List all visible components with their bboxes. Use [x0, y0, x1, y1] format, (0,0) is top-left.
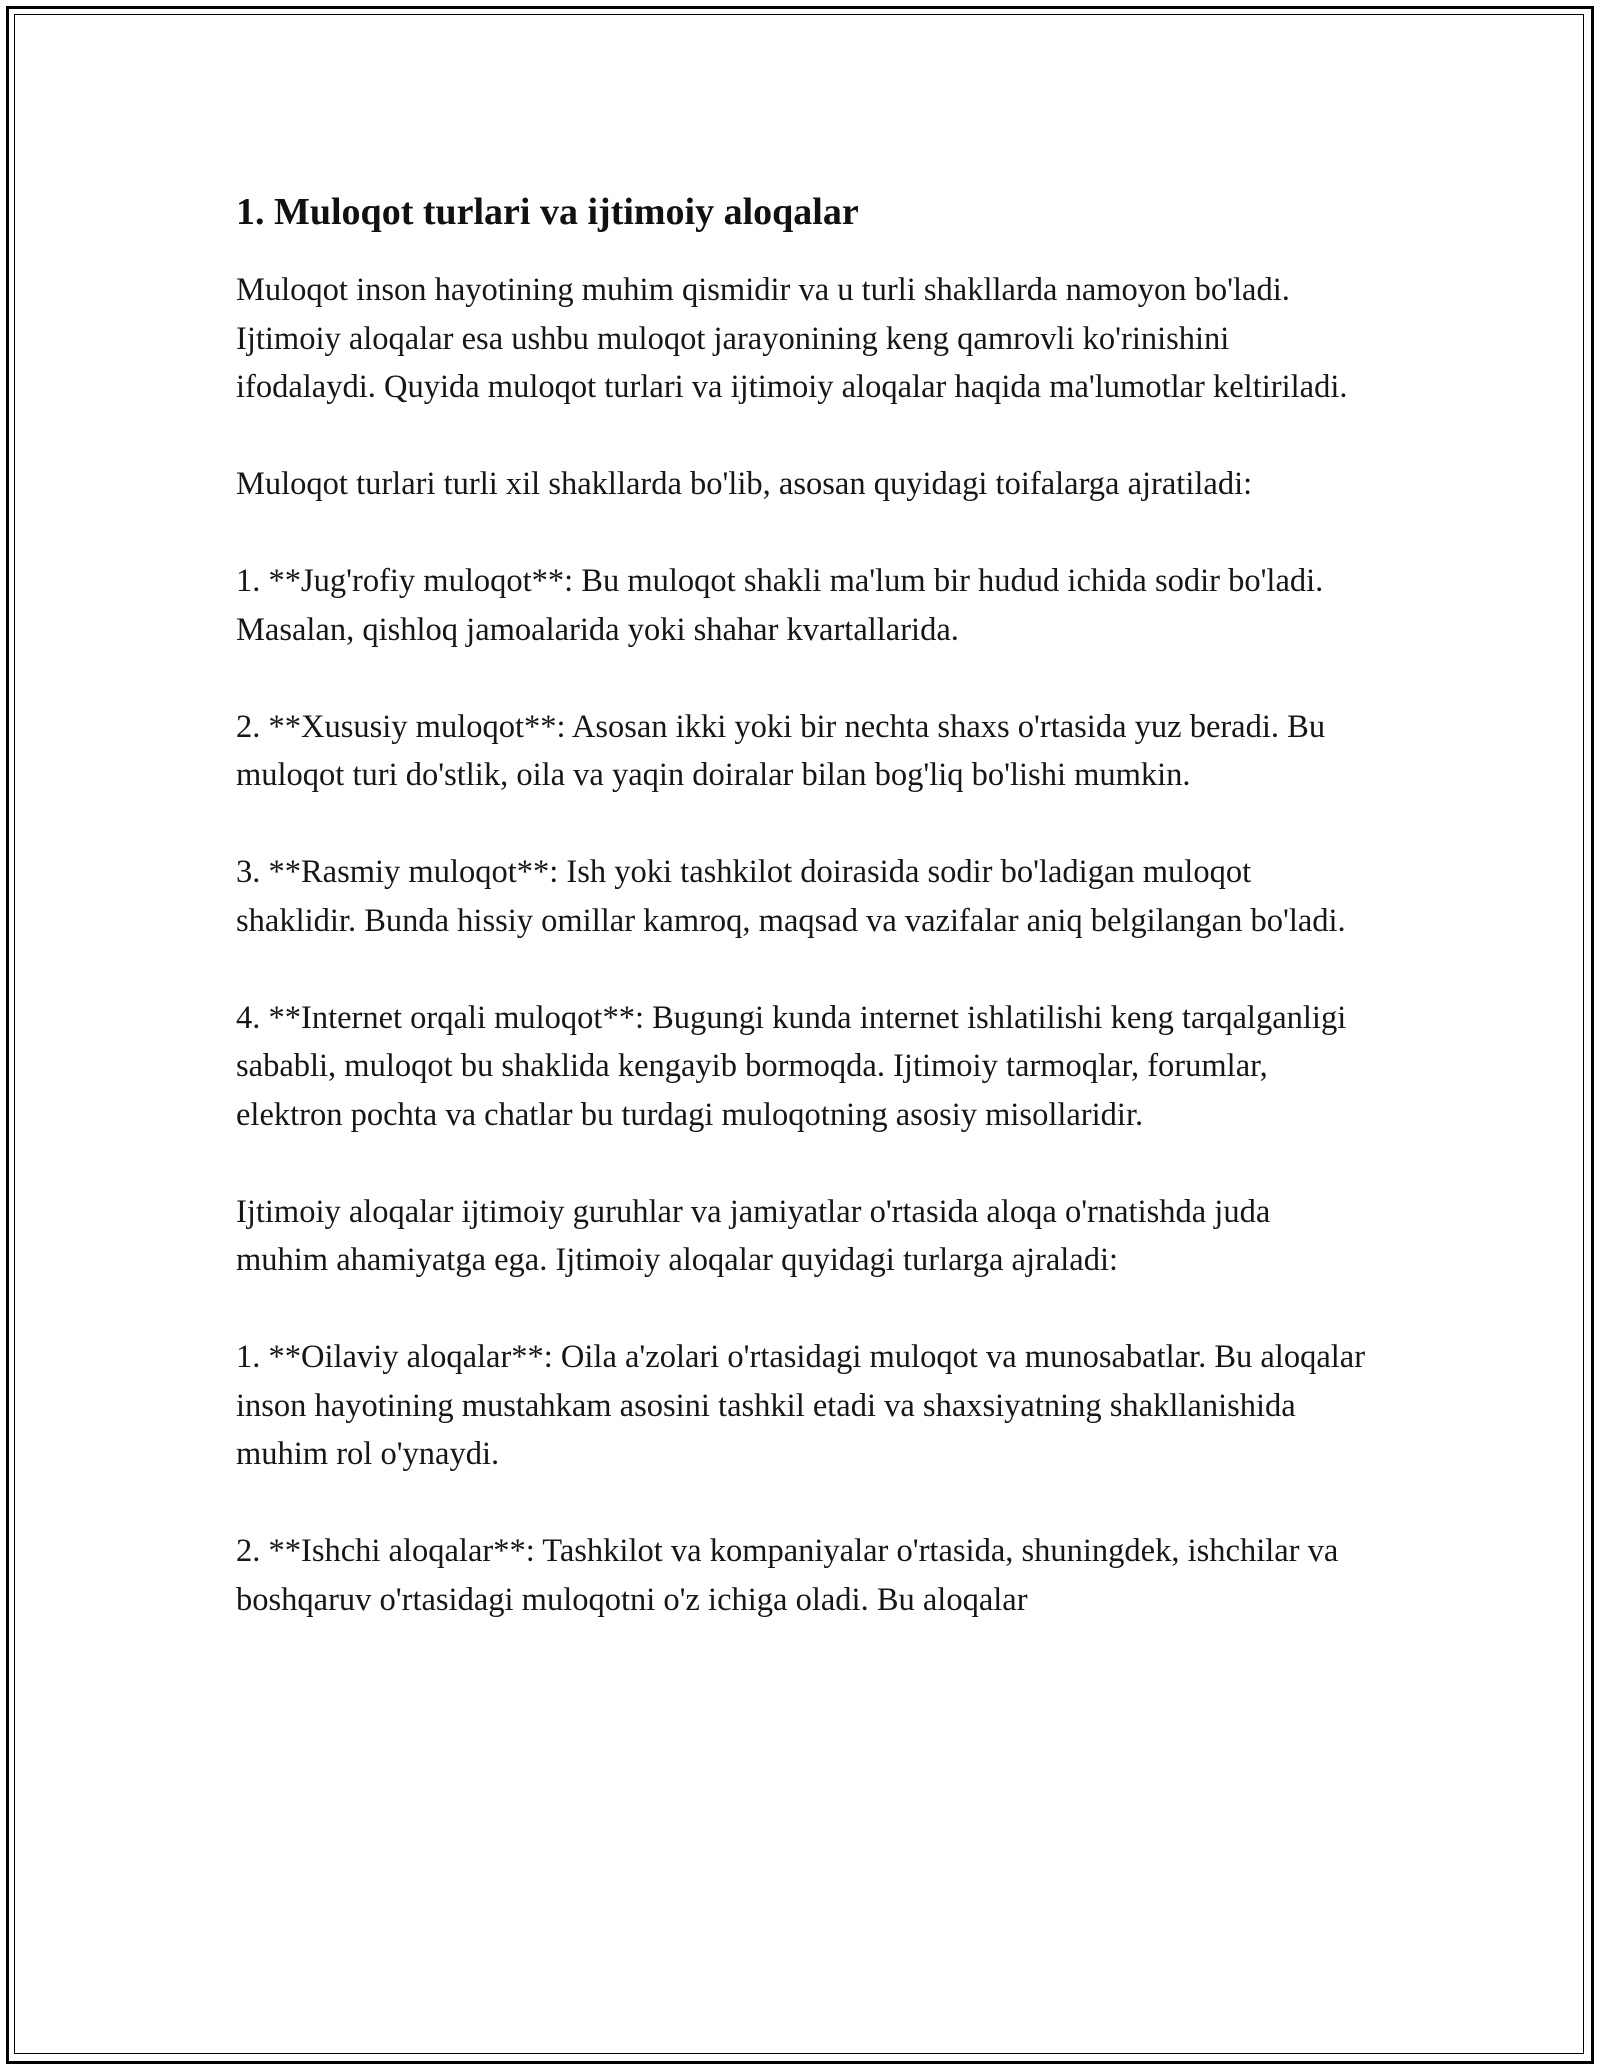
paragraph-types-intro: Muloqot turlari turli xil shakllarda bo'lib, asosan quyidagi toifalarga ajratiladi:: [236, 466, 1253, 502]
paragraph-intro: Muloqot inson hayotining muhim qismidir va u turli shakllarda namoyon bo'ladi. Ijtimoiy aloqalar esa ushbu muloqot jarayonining keng qamrovli ko'rinishini ifodalaydi. Quyida muloqot turlari va ijtimoiy aloqalar haqida ma'lumotlar keltiriladi.: [236, 272, 1348, 405]
list-item-private: 2. **Xususiy muloqot**: Asosan ikki yoki bir nechta shaxs o'rtasida yuz beradi. Bu muloqot turi do'stlik, oila va yaqin doiralar bilan bog'liq bo'lishi mumkin.: [236, 708, 1326, 793]
list-item-work: 2. **Ishchi aloqalar**: Tashkilot va kompaniyalar o'rtasida, shuningdek, ishchilar va boshqaruv o'rtasidagi muloqotni o'z ichiga oladi. Bu aloqalar: [236, 1533, 1339, 1618]
document-title: 1. Muloqot turlari va ijtimoiy aloqalar: [236, 191, 859, 233]
document-body: [236, 186, 1366, 1673]
paragraph-social-intro: Ijtimoiy aloqalar ijtimoiy guruhlar va jamiyatlar o'rtasida aloqa o'rnatishda juda muhim ahamiyatga ega. Ijtimoiy aloqalar quyidagi turlarga ajraladi:: [236, 1193, 1271, 1278]
list-item-internet: 4. **Internet orqali muloqot**: Bugungi kunda internet ishlatilishi keng tarqalganligi sababli, muloqot bu shaklida kengayib bormoqda. Ijtimoiy tarmoqlar, forumlar, elektron pochta va chatlar bu turdagi muloqotning asosiy misollaridir.: [236, 999, 1347, 1133]
list-item-formal: 3. **Rasmiy muloqot**: Ish yoki tashkilot doirasida sodir bo'ladigan muloqot shaklidir. Bunda hissiy omillar kamroq, maqsad va vazifalar aniq belgilangan bo'ladi.: [236, 854, 1346, 939]
list-item-family: 1. **Oilaviy aloqalar**: Oila a'zolari o'rtasidagi muloqot va munosabatlar. Bu aloqalar inson hayotining mustahkam asosini tashkil etadi va shaxsiyatning shakllanishida muhim rol o'ynaydi.: [236, 1339, 1366, 1472]
list-item-geographic: 1. **Jug'rofiy muloqot**: Bu muloqot shakli ma'lum bir hudud ichida sodir bo'ladi. Masalan, qishloq jamoalarida yoki shahar kvartallarida.: [236, 563, 1324, 648]
